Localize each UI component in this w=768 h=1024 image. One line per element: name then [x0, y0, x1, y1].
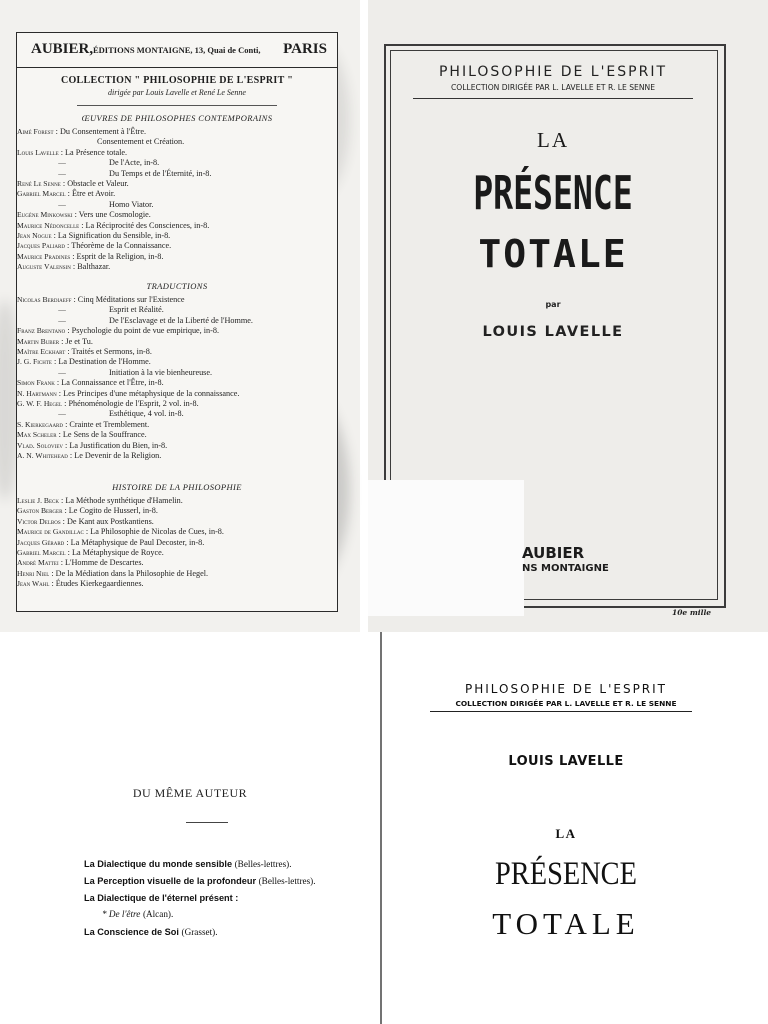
- catalog-author: Leslie J. Beck: [17, 496, 59, 505]
- author-name: LOUIS LAVELLE: [482, 324, 624, 340]
- work-title: La Conscience de Soi: [84, 927, 179, 937]
- catalog-entry: [17, 506, 335, 516]
- catalog-author: —: [58, 305, 66, 315]
- catalog-entry: [17, 148, 335, 158]
- catalog-author: Jean Wahl: [17, 579, 50, 589]
- book-title-line2: TOTALE: [492, 906, 640, 941]
- catalog-entry: [17, 389, 335, 399]
- same-author-heading: DU MÊME AUTEUR: [132, 786, 248, 800]
- catalog-title: : De Kant aux Postkantiens.: [62, 516, 154, 526]
- catalog-author: Eugène Minkowski: [17, 210, 73, 220]
- catalog-title: : Le Cogito de Husserl, in-8.: [64, 506, 158, 516]
- catalog-entry: [17, 189, 335, 199]
- collection-directors: dirigée par Louis Lavelle et René Le Senne: [108, 88, 246, 97]
- catalog-title: : Je et Tu.: [61, 336, 93, 346]
- work-item: [84, 924, 218, 941]
- page-gutter: [380, 632, 382, 1024]
- front-cover: [368, 0, 768, 632]
- catalog-entry: [17, 252, 335, 262]
- catalog-title: : Esprit de la Religion, in-8.: [72, 251, 164, 261]
- book-title-line1: PRÉSENCE: [495, 856, 637, 892]
- catalog-author: Maurice de Gandillac: [17, 527, 84, 537]
- section-heading: HISTOIRE DE LA PHILOSOPHIE: [112, 482, 242, 492]
- catalog-author: J. G. Fichte: [17, 357, 52, 367]
- catalog-author: —: [58, 199, 66, 209]
- catalog-entry: [17, 200, 335, 210]
- catalog-title: : Du Consentement à l'Être.: [55, 127, 147, 136]
- catalog-author: Franz Brentano: [17, 326, 66, 336]
- publisher-name: AUBIER,: [31, 41, 94, 57]
- work-title: La Dialectique de l'éternel présent :: [84, 893, 239, 903]
- collection-title: COLLECTION " PHILOSOPHIE DE L'ESPRIT ": [60, 75, 294, 86]
- catalog-entry: [17, 496, 335, 506]
- catalog-title: : De la Médiation dans la Philosophie de Hegel.: [51, 568, 209, 578]
- catalog-entry: [17, 579, 335, 589]
- catalog-title: Initiation à la vie bienheureuse.: [109, 367, 213, 377]
- publisher-imprint: NS MONTAIGNE: [522, 563, 609, 574]
- catalog-entry: [17, 399, 335, 409]
- catalog-title: : La Destination de l'Homme.: [54, 357, 151, 367]
- series-directors: COLLECTION DIRIGÉE PAR L. LAVELLE ET R. LE SENNE: [455, 699, 677, 708]
- catalog-entry: [17, 316, 335, 326]
- catalog-entry: [17, 179, 335, 189]
- catalog-author: André Mattei: [17, 558, 59, 568]
- work-item: [84, 856, 292, 873]
- catalog-title: : Être et Avoir.: [67, 189, 116, 199]
- work-title: * De l'être: [102, 909, 141, 919]
- catalog-entry: [17, 548, 335, 558]
- series-title: PHILOSOPHIE DE L'ESPRIT: [464, 682, 668, 696]
- catalog-entry: [17, 558, 335, 568]
- catalog-author: A. N. Whitehead: [17, 451, 68, 460]
- catalog-entry: [17, 295, 335, 305]
- catalog-title: : Balthazar.: [72, 262, 111, 272]
- book-title-line2: TOTALE: [478, 232, 628, 276]
- catalog-author: René Le Senne: [17, 179, 61, 188]
- catalog-title: : Cinq Méditations sur l'Existence: [73, 295, 185, 304]
- catalog-title: : Traités et Sermons, in-8.: [67, 347, 152, 356]
- catalog-author: Jacques Paliard: [17, 241, 65, 251]
- catalog-title: : Le Sens de la Souffrance.: [58, 430, 147, 440]
- divider: [430, 711, 692, 712]
- catalog-entry: [17, 569, 335, 579]
- publisher-address: ÉDITIONS MONTAIGNE, 13, Quai de Conti,: [93, 45, 261, 55]
- catalog-entry: [17, 420, 335, 430]
- catalog-title: : La Métaphysique de Royce.: [67, 548, 164, 557]
- catalog-box: [16, 32, 338, 612]
- series-directors: COLLECTION DIRIGÉE PAR L. LAVELLE ET R. LE SENNE: [450, 83, 655, 92]
- catalog-title: : Phénoménologie de l'Esprit, 2 vol. in-8.: [64, 399, 199, 408]
- catalog-author: —: [58, 168, 66, 178]
- work-title: La Dialectique du monde sensible: [84, 859, 233, 869]
- catalog-author: Maître Eckhart: [17, 347, 66, 356]
- catalog-author: Vlad. Soloviev: [17, 440, 63, 450]
- catalog-entry: [17, 262, 335, 272]
- catalog-title: : L'Homme de Descartes.: [60, 558, 144, 568]
- catalog-title: Consentement et Création.: [97, 137, 185, 147]
- catalog-entry: [17, 337, 335, 347]
- divider: [186, 822, 228, 823]
- catalog-entry: [17, 231, 335, 241]
- catalog-entry: [17, 347, 335, 357]
- catalog-author: Louis Lavelle: [17, 147, 59, 157]
- catalog-title: : Obstacle et Valeur.: [62, 179, 129, 188]
- work-publisher: (Alcan).: [142, 909, 174, 919]
- work-publisher: (Belles-lettres).: [258, 876, 316, 886]
- catalog-title: Homo Viator.: [109, 199, 154, 209]
- catalog-author: Simon Frank: [17, 378, 55, 388]
- catalog-author: Gaston Berger: [17, 506, 63, 516]
- catalog-entry: [17, 326, 335, 336]
- catalog-entry: [17, 357, 335, 367]
- catalog-title: De l'Acte, in-8.: [109, 158, 160, 168]
- catalog-entry: [17, 305, 335, 315]
- catalog-title: Esthétique, 4 vol. in-8.: [109, 409, 184, 419]
- catalog-author: —: [58, 315, 66, 325]
- catalog-title: : La Présence totale.: [60, 147, 128, 157]
- catalog-author: —: [58, 158, 66, 168]
- work-title: La Perception visuelle de la profondeur: [84, 876, 257, 886]
- work-publisher: (Grasset).: [181, 927, 218, 937]
- catalog-author: Martin Buber: [17, 336, 60, 346]
- catalog-title: Du Temps et de l'Éternité, in-8.: [109, 168, 212, 178]
- catalog-author: Gabriel Marcel: [17, 189, 66, 199]
- catalog-author: Nicolas Berdiaeff: [17, 295, 72, 304]
- catalog-entry: [17, 158, 335, 168]
- catalog-title: : La Méthode synthétique d'Hamelin.: [61, 496, 183, 505]
- printing-number: 10e mille: [672, 608, 712, 617]
- catalog-author: Maurice Pradines: [17, 251, 71, 261]
- catalog-title: : Vers une Cosmologie.: [74, 210, 151, 220]
- catalog-title: De l'Esclavage et de la Liberté de l'Homme.: [109, 315, 253, 325]
- publisher-name: AUBIER: [522, 544, 585, 562]
- catalog-entry: [17, 127, 335, 137]
- catalog-author: Auguste Valensin: [17, 262, 71, 272]
- catalog-title: : La Philosophie de Nicolas de Cues, in-8.: [85, 527, 224, 537]
- catalog-author: Max Scheler: [17, 430, 57, 440]
- catalog-title: : La Réciprocité des Consciences, in-8.: [81, 220, 210, 230]
- catalog-entry: [17, 451, 335, 461]
- catalog-author: —: [58, 367, 66, 377]
- publisher-header: [17, 33, 337, 68]
- catalog-title: : La Métaphysique de Paul Decoster, in-8.: [66, 537, 205, 547]
- divider: [413, 98, 693, 99]
- catalog-entry: [17, 527, 335, 537]
- catalog-entry: [17, 241, 335, 251]
- catalog-entry: [17, 137, 335, 147]
- catalog-author: G. W. F. Hegel: [17, 399, 63, 408]
- catalog-title: : Le Devenir de la Religion.: [69, 451, 162, 460]
- catalog-author: N. Hartmann: [17, 388, 57, 398]
- author-name: LOUIS LAVELLE: [508, 754, 624, 769]
- catalog-author: Henri Niel: [17, 568, 50, 578]
- catalog-entry: [17, 517, 335, 527]
- title-article: LA: [555, 826, 577, 841]
- catalog-title: : Théorème de la Connaissance.: [67, 241, 172, 251]
- catalog-author: Maurice Nédoncelle: [17, 220, 80, 230]
- work-item: [84, 890, 238, 907]
- catalog-author: S. Kierkegaard: [17, 419, 64, 429]
- publisher-city: PARIS: [283, 41, 327, 57]
- catalog-entry: [17, 169, 335, 179]
- by-label: par: [545, 300, 561, 309]
- section-heading: TRADUCTIONS: [146, 281, 208, 291]
- catalog-title: : La Signification du Sensible, in-8.: [53, 231, 171, 240]
- divider: [77, 105, 277, 106]
- catalog-author: —: [58, 409, 66, 419]
- catalog-author: Jean Nogue: [17, 231, 52, 240]
- catalog-title: : Études Kierkegaardiennes.: [51, 579, 144, 589]
- catalog-title: : Psychologie du point de vue empirique, in-8.: [67, 326, 220, 336]
- catalog-entry: [17, 368, 335, 378]
- catalog-entry: [17, 430, 335, 440]
- back-cover: [0, 0, 360, 632]
- work-item: [102, 906, 173, 923]
- catalog-entry: [17, 538, 335, 548]
- catalog-title: Esprit et Réalité.: [109, 305, 164, 315]
- catalog-title: : Crainte et Tremblement.: [65, 419, 150, 429]
- catalog-author: Gabriel Marcel: [17, 548, 66, 557]
- catalog-title: : Les Principes d'une métaphysique de la connaissance.: [58, 388, 240, 398]
- catalog-entry: [17, 441, 335, 451]
- work-item: [84, 873, 316, 890]
- catalog-title: : La Justification du Bien, in-8.: [65, 440, 168, 450]
- catalog-entry: [17, 221, 335, 231]
- catalog-author: Victor Delbos: [17, 516, 61, 526]
- catalog-entry: [17, 210, 335, 220]
- catalog-entry: [17, 378, 335, 388]
- series-title: PHILOSOPHIE DE L'ESPRIT: [438, 64, 668, 80]
- catalog-author: Aimé Forest: [17, 127, 54, 136]
- book-title-line1: PRÉSENCE: [473, 166, 633, 220]
- section-heading: ŒUVRES DE PHILOSOPHES CONTEMPORAINS: [81, 113, 273, 123]
- title-article: LA: [537, 128, 569, 152]
- catalog-entry: [17, 409, 335, 419]
- torn-label-patch: [368, 480, 524, 616]
- catalog-author: Jacques Gérard: [17, 537, 65, 547]
- work-publisher: (Belles-lettres).: [234, 859, 292, 869]
- catalog-title: : La Connaissance et l'Être, in-8.: [56, 378, 164, 388]
